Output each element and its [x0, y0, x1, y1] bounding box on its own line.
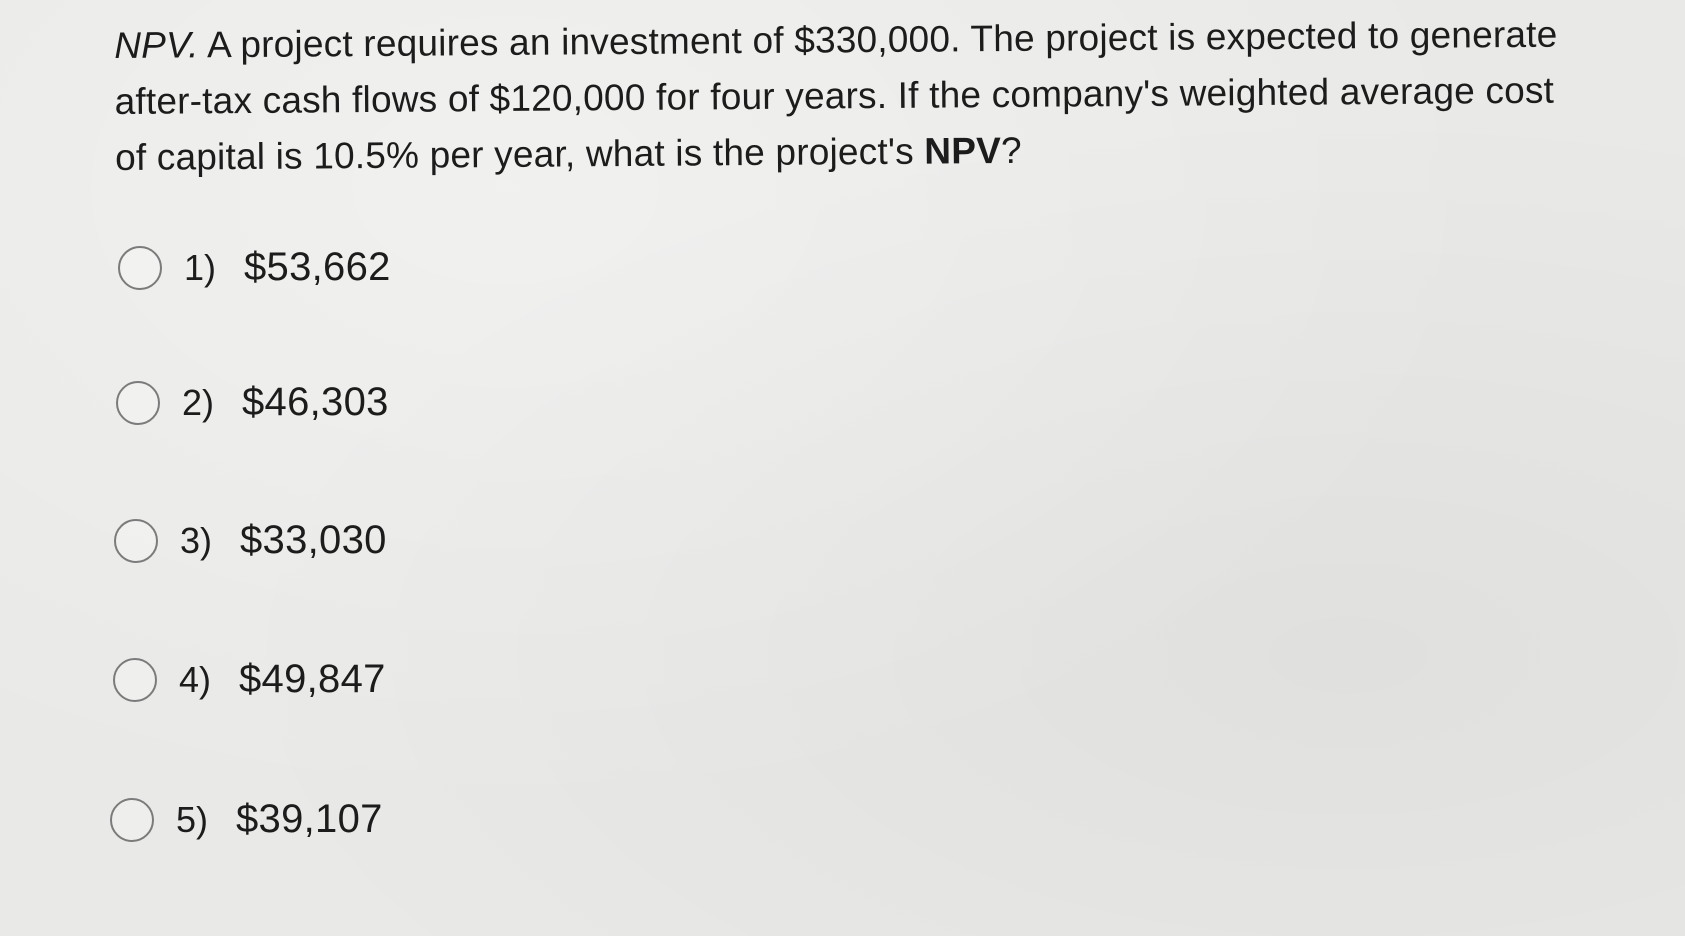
- option-value: $46,303: [242, 380, 389, 424]
- radio-button-2[interactable]: [116, 381, 160, 425]
- option-value: $49,847: [239, 657, 386, 701]
- option-value: $39,107: [236, 797, 383, 841]
- answer-option-1[interactable]: [118, 245, 391, 290]
- answer-option-3[interactable]: [114, 518, 387, 563]
- radio-button-5[interactable]: [110, 798, 154, 842]
- radio-button-3[interactable]: [114, 519, 158, 563]
- radio-button-1[interactable]: [118, 246, 162, 290]
- question-end: ?: [1000, 129, 1022, 172]
- question-topic: NPV.: [114, 24, 199, 66]
- option-number: 1): [184, 246, 217, 288]
- question-body: A project requires an investment of $330,000. The project is expected to generate after-tax cash flows of $120,000 for four years. If the company's weighted average cost of capital is 10.5% per year, what is the project's: [114, 13, 1558, 178]
- answer-option-5[interactable]: [110, 797, 383, 842]
- radio-button-4[interactable]: [113, 658, 157, 702]
- option-number: 5): [176, 798, 209, 840]
- answer-option-4[interactable]: [113, 657, 386, 702]
- option-number: 3): [180, 519, 213, 561]
- question-emphasis: NPV: [924, 130, 1002, 172]
- answer-option-2[interactable]: [116, 380, 389, 425]
- option-value: $53,662: [244, 245, 391, 289]
- option-value: $33,030: [240, 518, 387, 562]
- option-number: 2): [182, 381, 215, 423]
- option-number: 4): [179, 658, 212, 700]
